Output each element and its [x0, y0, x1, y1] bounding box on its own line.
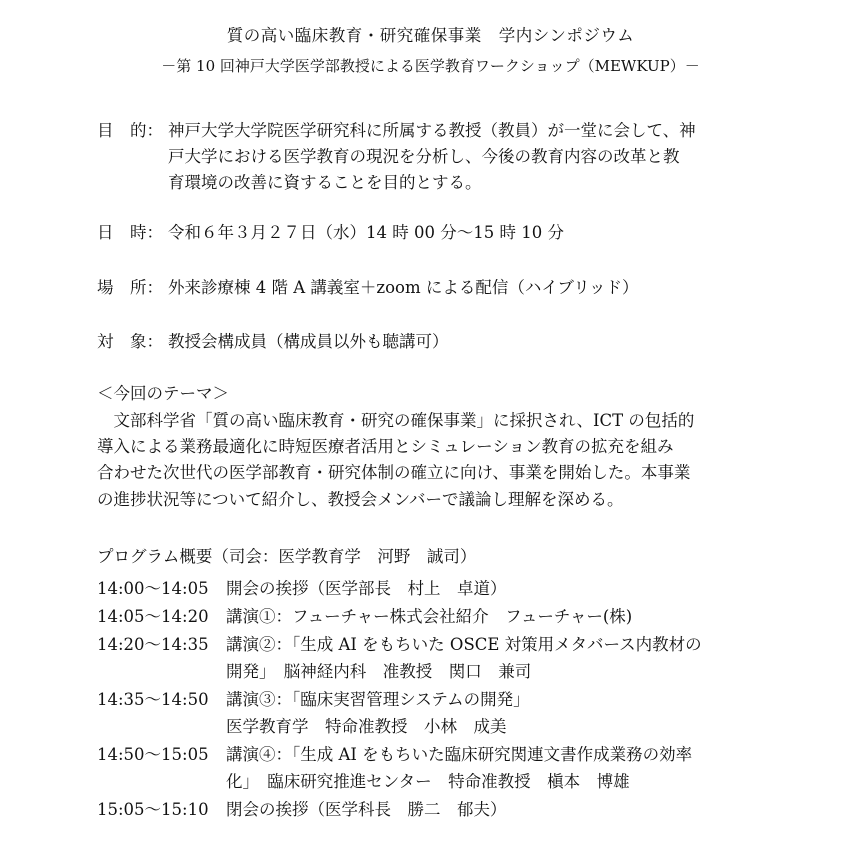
page-subtitle: －第 10 回神戸大学医学部教授による医学教育ワークショップ（MEWKUP）－: [161, 57, 700, 75]
purpose-line-2: 戸大学における医学教育の現況を分析し、今後の教育内容の改革と教: [168, 147, 680, 166]
datetime-label: 日 時：: [97, 223, 163, 242]
program-time: 14:05～14:20: [97, 607, 209, 626]
program-item-text: 化」 臨床研究推進センター 特命准教授 槇本 博雄: [226, 772, 630, 791]
program-heading: プログラム概要（司会：医学教育学 河野 誠司）: [97, 547, 477, 566]
program-item-text: 講演③：「臨床実習管理システムの開発」: [226, 690, 530, 709]
program-item-text: 講演④：「生成 AI をもちいた臨床研究関連文書作成業務の効率: [226, 745, 693, 764]
audience-value: 教授会構成員（構成員以外も聴講可）: [168, 332, 449, 351]
theme-line-1: 文部科学省「質の高い臨床教育・研究の確保事業」に採択され、ICT の包括的: [97, 411, 695, 430]
program-time: 14:20～14:35: [97, 635, 209, 654]
audience-label: 対 象：: [97, 332, 163, 351]
program-time: 15:05～15:10: [97, 800, 209, 819]
purpose-line-3: 育環境の改善に資することを目的とする。: [168, 173, 482, 192]
venue-value: 外来診療棟 4 階 A 講義室＋zoom による配信（ハイブリッド）: [168, 278, 639, 297]
program-time: 14:50～15:05: [97, 745, 209, 764]
theme-line-4: の進捗状況等について紹介し、教授会メンバーで議論し理解を深める。: [97, 490, 624, 509]
program-item-text: 開会の挨拶（医学部長 村上 卓道）: [226, 579, 507, 598]
theme-line-3: 合わせた次世代の医学部教育・研究体制の確立に向け、事業を開始した。本事業: [97, 463, 691, 482]
program-item-text: 講演②：「生成 AI をもちいた OSCE 対策用メタバース内教材の: [226, 635, 702, 654]
purpose-label: 目 的：: [97, 121, 163, 140]
program-item-text: 開発」 脳神経内科 准教授 関口 兼司: [226, 662, 532, 681]
program-time: 14:00～14:05: [97, 579, 209, 598]
program-time: 14:35～14:50: [97, 690, 209, 709]
page-title: 質の高い臨床教育・研究確保事業 学内シンポジウム: [226, 26, 635, 45]
program-item-text: 閉会の挨拶（医学科長 勝二 郁夫）: [226, 800, 507, 819]
purpose-line-1: 神戸大学大学院医学研究科に所属する教授（教員）が一堂に会して、神: [168, 121, 696, 140]
datetime-value: 令和６年３月２７日（水）14 時 00 分～15 時 10 分: [168, 223, 564, 242]
theme-line-2: 導入による業務最適化に時短医療者活用とシミュレーション教育の拡充を組み: [97, 437, 674, 456]
venue-label: 場 所：: [97, 278, 163, 297]
theme-heading: ＜今回のテーマ＞: [97, 384, 229, 403]
program-item-text: 医学教育学 特命准教授 小林 成美: [226, 717, 507, 736]
program-item-text: 講演①：フューチャー株式会社紹介 フューチャー(株): [226, 607, 633, 626]
